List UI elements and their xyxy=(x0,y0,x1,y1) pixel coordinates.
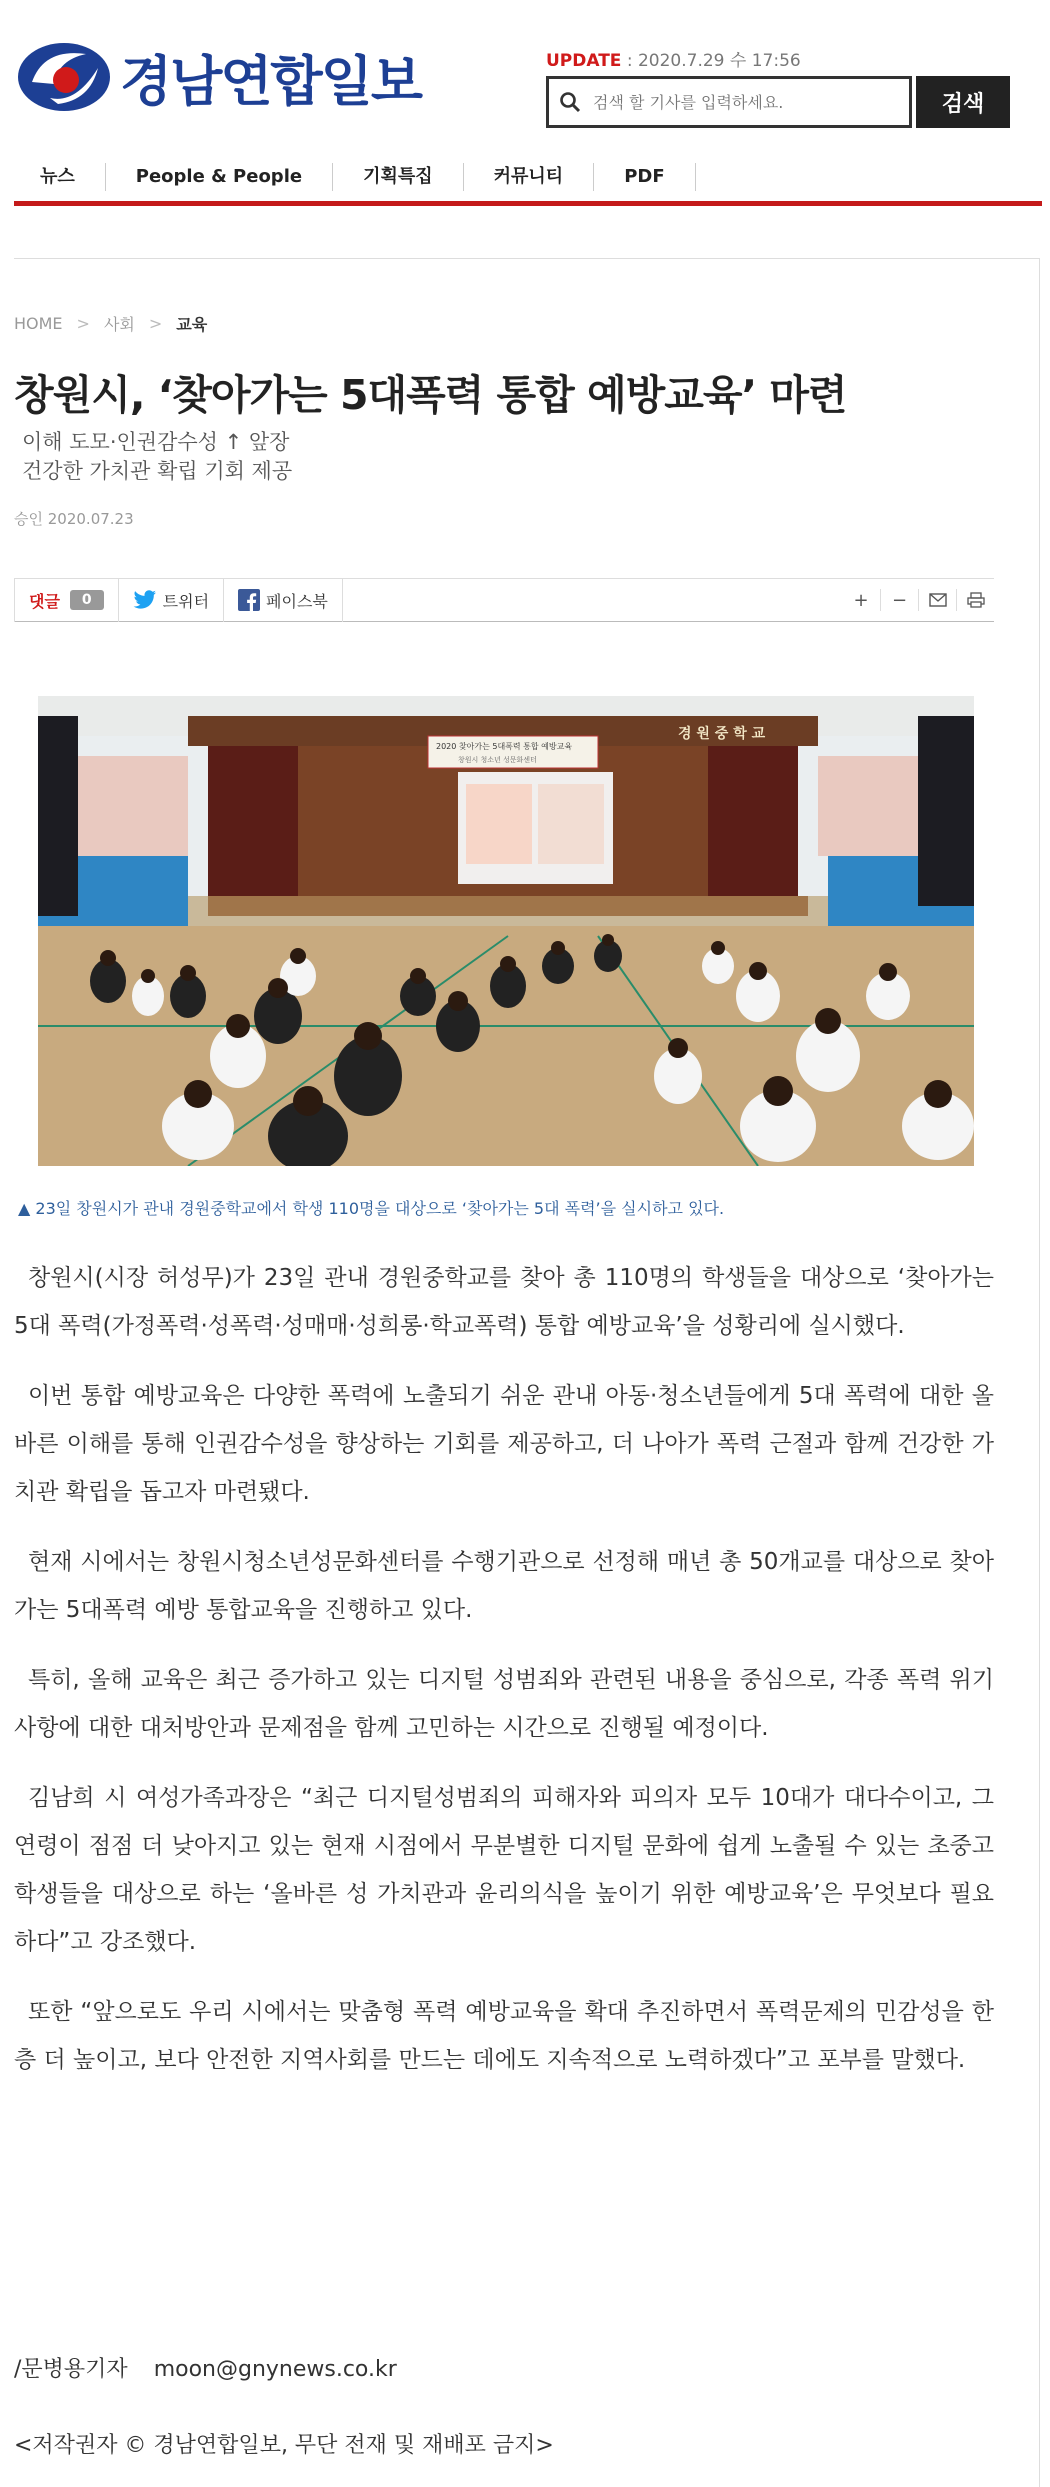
nav-item-people[interactable]: People & People xyxy=(106,163,333,191)
zoom-in-icon[interactable]: + xyxy=(853,589,869,611)
reporter-email[interactable]: moon@gnynews.co.kr xyxy=(153,2357,397,2382)
reply-label: 댓글 xyxy=(29,591,60,611)
search-input[interactable] xyxy=(593,93,893,112)
update-label: UPDATE xyxy=(546,51,622,71)
nav-item-pdf[interactable]: PDF xyxy=(594,163,695,191)
twitter-icon xyxy=(133,590,157,610)
subtitle-line-1: 이해 도모·인권감수성 ↑ 앞장 xyxy=(22,430,290,454)
toolbar-actions xyxy=(842,589,994,611)
update-time: : 2020.7.29 수 17:56 xyxy=(621,51,801,71)
article-title: 창원시, ‘찾아가는 5대폭력 통합 예방교육’ 마련 xyxy=(14,371,847,419)
twitter-label: 트위터 xyxy=(162,591,210,611)
article-subtitle xyxy=(22,428,292,486)
logo-text: 경남연합일보 xyxy=(120,49,421,113)
approval-date: 승인 2020.07.23 xyxy=(14,510,134,528)
article-paragraph: 현재 시에서는 창원시청소년성문화센터를 수행기관으로 선정해 매년 총 50개교를 대상으로 찾아가는 5대폭력 예방 통합교육을 진행하고 있다. xyxy=(14,1549,994,1623)
article-paragraph: 창원시(시장 허성무)가 23일 관내 경원중학교를 찾아 총 110명의 학생들을 대상으로 ‘찾아가는 5대 폭력(가정폭력·성폭력·성매매·성희롱·학교폭력) 통합 예방교육’을 성황리에 실시했다. xyxy=(14,1265,994,1339)
byline xyxy=(14,2352,397,2383)
twitter-share-button[interactable] xyxy=(119,578,224,622)
chevron-right-icon: > xyxy=(76,314,90,333)
article-photo xyxy=(38,696,974,1166)
nav-item-community[interactable]: 커뮤니티 xyxy=(464,163,595,191)
search-icon xyxy=(559,91,581,113)
banner-subtitle: 창원시 청소년 성문화센터 xyxy=(458,756,537,764)
facebook-label: 페이스북 xyxy=(266,591,328,611)
copyright-notice: <저작권자 © 경남연합일보, 무단 전재 및 재배포 금지> xyxy=(14,2433,554,2458)
article-paragraph: 김남희 시 여성가족과장은 “최근 디지털성범죄의 피해자와 피의자 모두 10대가 대다수이고, 그 연령이 점점 더 낮아지고 있는 현재 시점에서 무분별한 디지털 문화에 쉽게 노출될 수 있는 초중고 학생들을 대상으로 하는 ‘올바른 성 가치관과 윤리의식을 높이기 위한 예방교육’은 무엇보다 필요하다”고 강조했다. xyxy=(14,1785,994,1955)
update-timestamp xyxy=(546,46,801,71)
breadcrumb-section[interactable]: 사회 xyxy=(103,315,135,334)
article-body xyxy=(14,1254,994,2106)
main-nav xyxy=(14,152,1042,206)
facebook-share-button[interactable] xyxy=(224,578,343,622)
site-logo[interactable] xyxy=(14,38,421,116)
logo-icon xyxy=(14,38,114,116)
school-sign: 경 원 중 학 교 xyxy=(678,726,766,742)
photo-caption: ▲ 23일 창원시가 관내 경원중학교에서 학생 110명을 대상으로 ‘찾아가는 5대 폭력’을 실시하고 있다. xyxy=(18,1199,725,1218)
search-box xyxy=(546,76,912,128)
breadcrumb xyxy=(14,312,207,335)
search-button[interactable]: 검색 xyxy=(916,76,1010,128)
chevron-right-icon: > xyxy=(148,314,163,333)
breadcrumb-current[interactable]: 교육 xyxy=(176,315,208,334)
reply-count-badge: 0 xyxy=(70,590,104,610)
print-icon[interactable] xyxy=(956,589,994,611)
article-paragraph: 또한 “앞으로도 우리 시에서는 맞춤형 폭력 예방교육을 확대 추진하면서 폭력문제의 민감성을 한층 더 높이고, 보다 안전한 지역사회를 만드는 데에도 지속적으로 노력하겠다”고 포부를 말했다. xyxy=(14,1999,994,2073)
zoom-out-icon[interactable]: − xyxy=(880,589,918,611)
search-bar xyxy=(546,76,1010,128)
email-icon[interactable] xyxy=(918,589,956,611)
reporter-name: /문병용기자 xyxy=(14,2357,128,2382)
reply-button[interactable] xyxy=(14,578,119,622)
facebook-icon xyxy=(238,589,260,611)
breadcrumb-home[interactable]: HOME xyxy=(14,314,63,333)
article-paragraph: 이번 통합 예방교육은 다양한 폭력에 노출되기 쉬운 관내 아동·청소년들에게 5대 폭력에 대한 올바른 이해를 통해 인권감수성을 향상하는 기회를 제공하고, 더 나아가 폭력 근절과 함께 건강한 가치관 확립을 돕고자 마련됐다. xyxy=(14,1383,994,1505)
article-paragraph: 특히, 올해 교육은 최근 증가하고 있는 디지털 성범죄와 관련된 내용을 중심으로, 각종 폭력 위기사항에 대한 대처방안과 문제점을 함께 고민하는 시간으로 진행될 예정이다. xyxy=(14,1667,994,1741)
subtitle-line-2: 건강한 가치관 확립 기회 제공 xyxy=(22,459,293,483)
banner-title: 2020 찾아가는 5대폭력 통합 예방교육 xyxy=(436,742,573,751)
nav-item-features[interactable]: 기획특집 xyxy=(333,163,464,191)
nav-item-news[interactable]: 뉴스 xyxy=(14,163,106,191)
article-toolbar xyxy=(14,578,994,622)
